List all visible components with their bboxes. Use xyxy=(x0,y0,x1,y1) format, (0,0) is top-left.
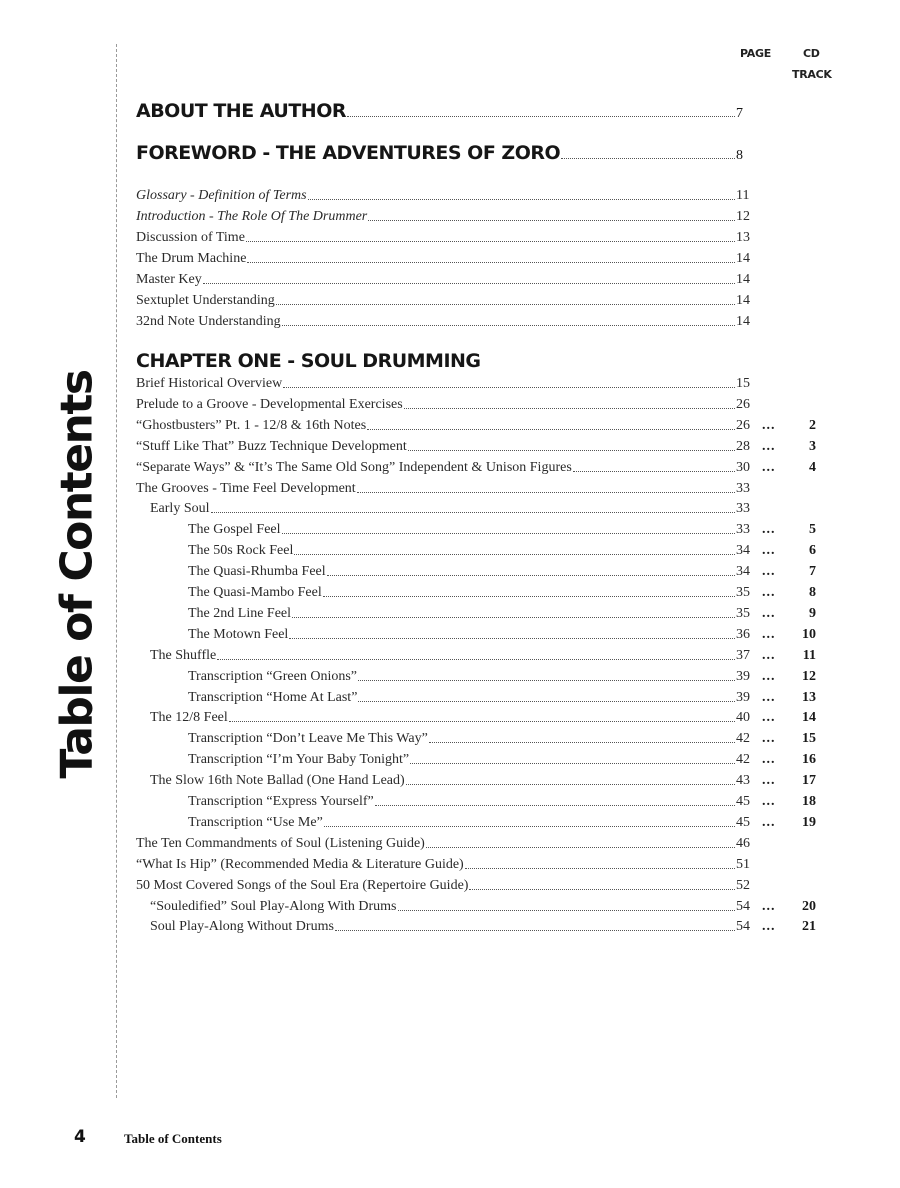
toc-entry[interactable] xyxy=(136,857,754,873)
toc-entry[interactable] xyxy=(188,585,754,601)
cd-track xyxy=(762,899,816,915)
toc-entry-page: 7 xyxy=(736,106,743,121)
track-number: 20 xyxy=(802,898,816,914)
toc-entry-title: Transcription “Green Onions” xyxy=(188,668,358,684)
track-dots: ... xyxy=(762,773,776,789)
dot-leader xyxy=(561,157,735,159)
toc-entry[interactable] xyxy=(150,919,754,935)
dot-leader xyxy=(283,386,735,388)
footer-page-number: 4 xyxy=(74,1127,86,1147)
dot-leader xyxy=(289,637,735,639)
toc-entry-page: 28 xyxy=(736,438,750,454)
toc-entry-title: The Quasi-Mambo Feel xyxy=(188,585,322,600)
toc-entry-title: Transcription “Use Me” xyxy=(188,814,323,830)
toc-entry-page: 45 xyxy=(736,794,750,809)
dot-leader xyxy=(327,574,735,576)
toc-entry[interactable] xyxy=(136,293,754,309)
toc-entry-page: 40 xyxy=(736,710,750,726)
track-number: 2 xyxy=(809,417,816,433)
toc-entry-title: Glossary - Definition of Terms xyxy=(136,188,307,203)
dot-leader xyxy=(282,324,735,326)
track-number: 10 xyxy=(802,626,816,642)
cd-track xyxy=(762,543,816,559)
footer-title: Table of Contents xyxy=(124,1131,222,1146)
toc-entry-page: 14 xyxy=(736,293,750,308)
cd-track xyxy=(762,606,816,622)
dot-leader xyxy=(465,867,735,869)
dot-leader xyxy=(410,762,735,764)
track-number: 19 xyxy=(802,814,816,830)
track-number: 3 xyxy=(809,438,816,454)
toc-entry-page: 11 xyxy=(736,188,750,203)
table-of-contents xyxy=(136,0,836,1188)
toc-entry-title: CHAPTER ONE - SOUL DRUMMING xyxy=(136,350,481,372)
toc-entry[interactable] xyxy=(188,690,754,706)
toc-entry-page: 26 xyxy=(736,417,750,433)
toc-entry[interactable] xyxy=(188,564,754,580)
toc-entry-page: 30 xyxy=(736,459,750,475)
toc-entry-title: The 2nd Line Feel xyxy=(188,605,292,621)
toc-entry-page: 52 xyxy=(736,877,750,893)
toc-entry[interactable] xyxy=(188,731,754,747)
side-title-text: Table of Contents xyxy=(51,369,103,779)
dot-leader xyxy=(573,470,735,472)
track-number: 16 xyxy=(802,752,816,768)
dot-leader xyxy=(358,679,735,681)
toc-entry-page: 54 xyxy=(736,919,750,935)
side-title xyxy=(51,369,103,779)
track-dots: ... xyxy=(762,794,776,809)
dot-leader xyxy=(375,804,735,806)
toc-entry-title: The Motown Feel xyxy=(188,626,289,642)
toc-entry-page: 33 xyxy=(736,522,750,538)
toc-entry[interactable] xyxy=(136,100,754,122)
toc-entry[interactable] xyxy=(136,272,754,288)
track-dots: ... xyxy=(762,814,776,830)
toc-entry[interactable] xyxy=(150,710,754,726)
toc-entry[interactable] xyxy=(136,230,754,246)
toc-entry-title: ABOUT THE AUTHOR xyxy=(136,100,346,122)
toc-entry[interactable] xyxy=(136,376,754,392)
dot-leader xyxy=(308,198,735,200)
dot-leader xyxy=(294,553,735,555)
toc-entry-title: “Ghostbusters” Pt. 1 - 12/8 & 16th Notes xyxy=(136,417,367,433)
dot-leader xyxy=(292,616,735,618)
dot-leader xyxy=(282,532,735,534)
track-dots: ... xyxy=(762,626,776,642)
cd-track xyxy=(762,731,816,747)
toc-entry[interactable] xyxy=(188,752,754,768)
toc-entry-page: 15 xyxy=(736,376,750,391)
toc-entry-page: 13 xyxy=(736,230,750,245)
toc-entry-title: The 12/8 Feel xyxy=(150,710,228,726)
toc-entry-title: Prelude to a Groove - Developmental Exercises xyxy=(136,396,403,412)
toc-entry[interactable] xyxy=(188,669,754,685)
toc-entry-title: Discussion of Time xyxy=(136,230,245,245)
toc-entry-page: 14 xyxy=(736,272,750,287)
dot-leader xyxy=(358,700,735,702)
track-dots: ... xyxy=(762,564,776,580)
cd-track xyxy=(762,418,816,434)
toc-entry[interactable] xyxy=(136,314,754,330)
dot-leader xyxy=(368,219,735,221)
dot-leader xyxy=(347,115,735,117)
dot-leader xyxy=(323,595,735,597)
toc-entry-page: 42 xyxy=(736,752,750,768)
track-dots: ... xyxy=(762,459,776,475)
dot-leader xyxy=(203,282,735,284)
toc-entry-title: Early Soul xyxy=(150,501,210,517)
toc-entry-page: 14 xyxy=(736,251,750,266)
dot-leader xyxy=(429,741,735,743)
toc-entry-title: The Quasi-Rhumba Feel xyxy=(188,564,326,580)
toc-entry-title: Transcription “I’m Your Baby Tonight” xyxy=(188,752,410,768)
toc-entry[interactable] xyxy=(188,606,754,622)
track-dots: ... xyxy=(762,417,776,433)
toc-entry-page: 12 xyxy=(736,209,750,224)
cd-track xyxy=(762,690,816,706)
toc-entry[interactable] xyxy=(150,501,754,517)
cd-track xyxy=(762,585,816,601)
toc-entry-page: 33 xyxy=(736,480,750,496)
track-dots: ... xyxy=(762,731,776,747)
cd-track xyxy=(762,710,816,726)
toc-entry[interactable] xyxy=(188,815,754,831)
toc-entry-title: The Ten Commandments of Soul (Listening Guide) xyxy=(136,835,425,851)
cd-track xyxy=(762,815,816,831)
toc-entry-page: 34 xyxy=(736,543,750,559)
dot-leader xyxy=(335,929,735,931)
toc-entry[interactable] xyxy=(150,899,754,915)
toc-entry-page: 26 xyxy=(736,396,750,412)
toc-entry[interactable] xyxy=(136,251,754,267)
dot-leader xyxy=(408,449,735,451)
cd-track xyxy=(762,648,816,664)
track-column-header: TRACK xyxy=(792,68,832,81)
cd-track xyxy=(762,794,816,810)
track-dots: ... xyxy=(762,710,776,726)
toc-entry-title: “Stuff Like That” Buzz Technique Development xyxy=(136,438,407,454)
toc-entry-title: Transcription “Don’t Leave Me This Way” xyxy=(188,731,428,747)
toc-entry-page: 35 xyxy=(736,605,750,621)
toc-entry-title: 50 Most Covered Songs of the Soul Era (Repertoire Guide) xyxy=(136,877,469,893)
toc-entry[interactable] xyxy=(136,481,754,497)
chapter-heading[interactable] xyxy=(136,350,481,372)
toc-entry[interactable] xyxy=(136,460,754,476)
toc-entry-title: Transcription “Express Yourself” xyxy=(188,794,374,809)
toc-entry[interactable] xyxy=(136,836,754,852)
track-number: 18 xyxy=(802,794,816,809)
cd-track xyxy=(762,460,816,476)
toc-entry-title: Sextuplet Understanding xyxy=(136,293,275,308)
toc-entry-page: 54 xyxy=(736,898,750,914)
dot-leader xyxy=(276,303,735,305)
toc-entry-title: The 50s Rock Feel xyxy=(188,543,294,559)
track-number: 13 xyxy=(802,689,816,705)
toc-entry-title: The Shuffle xyxy=(150,647,217,663)
toc-entry-page: 42 xyxy=(736,731,750,747)
toc-entry-title: Introduction - The Role Of The Drummer xyxy=(136,209,368,224)
toc-entry-page: 8 xyxy=(736,148,743,163)
toc-entry[interactable] xyxy=(188,627,754,643)
toc-entry-page: 35 xyxy=(736,585,750,600)
dot-leader xyxy=(211,511,736,513)
toc-entry[interactable] xyxy=(136,209,754,225)
track-dots: ... xyxy=(762,543,776,559)
dot-leader xyxy=(367,428,735,430)
dot-leader xyxy=(357,491,735,493)
toc-entry-page: 45 xyxy=(736,814,750,830)
toc-entry-title: The Gospel Feel xyxy=(188,522,281,538)
toc-entry-title: Brief Historical Overview xyxy=(136,376,283,391)
dot-leader xyxy=(404,407,735,409)
toc-entry-page: 51 xyxy=(736,856,750,872)
track-number: 8 xyxy=(809,585,816,600)
dot-leader xyxy=(398,909,736,911)
track-dots: ... xyxy=(762,522,776,538)
toc-entry-page: 37 xyxy=(736,647,750,663)
track-number: 11 xyxy=(802,647,816,663)
toc-entry-page: 46 xyxy=(736,835,750,851)
track-number: 5 xyxy=(809,522,816,538)
track-dots: ... xyxy=(762,752,776,768)
dot-leader xyxy=(229,720,735,722)
toc-entry-title: The Drum Machine xyxy=(136,251,247,266)
track-dots: ... xyxy=(762,689,776,705)
track-dots: ... xyxy=(762,438,776,454)
track-number: 21 xyxy=(802,919,816,935)
toc-entry-title: “Separate Ways” & “It’s The Same Old Song” Independent & Unison Figures xyxy=(136,459,572,475)
toc-entry[interactable] xyxy=(150,648,754,664)
track-number: 17 xyxy=(802,773,816,789)
toc-entry[interactable] xyxy=(136,142,754,164)
cd-track xyxy=(762,752,816,768)
track-number: 12 xyxy=(802,668,816,684)
toc-entry-page: 33 xyxy=(736,501,750,517)
track-dots: ... xyxy=(762,898,776,914)
toc-entry-page: 39 xyxy=(736,689,750,705)
margin-divider xyxy=(116,44,117,1098)
dot-leader xyxy=(469,888,735,890)
track-number: 7 xyxy=(809,564,816,580)
toc-entry[interactable] xyxy=(136,439,754,455)
track-dots: ... xyxy=(762,668,776,684)
page-column-header: PAGE xyxy=(740,47,771,60)
toc-entry[interactable] xyxy=(150,773,754,789)
dot-leader xyxy=(426,846,735,848)
toc-entry[interactable] xyxy=(136,397,754,413)
cd-track xyxy=(762,627,816,643)
toc-entry[interactable] xyxy=(188,794,754,810)
toc-entry-title: Master Key xyxy=(136,272,202,287)
dot-leader xyxy=(247,261,735,263)
track-dots: ... xyxy=(762,585,776,600)
dot-leader xyxy=(324,825,735,827)
toc-entry-title: Soul Play-Along Without Drums xyxy=(150,919,334,935)
track-dots: ... xyxy=(762,605,776,621)
dot-leader xyxy=(406,783,735,785)
cd-track xyxy=(762,773,816,789)
track-number: 15 xyxy=(802,731,816,747)
toc-entry[interactable] xyxy=(136,878,754,894)
cd-track xyxy=(762,919,816,935)
track-dots: ... xyxy=(762,647,776,663)
toc-entry-title: “Souledified” Soul Play-Along With Drums xyxy=(150,898,397,914)
track-number: 6 xyxy=(809,543,816,559)
track-dots: ... xyxy=(762,919,776,935)
toc-entry-title: The Slow 16th Note Ballad (One Hand Lead) xyxy=(150,773,405,789)
cd-track xyxy=(762,439,816,455)
cd-track xyxy=(762,564,816,580)
toc-entry-title: Transcription “Home At Last” xyxy=(188,689,358,705)
toc-entry-page: 34 xyxy=(736,564,750,580)
toc-entry-title: The Grooves - Time Feel Development xyxy=(136,480,356,496)
toc-entry-page: 14 xyxy=(736,314,750,329)
toc-entry-title: 32nd Note Understanding xyxy=(136,314,281,329)
toc-entry[interactable] xyxy=(136,188,754,204)
track-number: 4 xyxy=(809,459,816,475)
toc-entry-title: FOREWORD - THE ADVENTURES OF ZORO xyxy=(136,142,561,164)
cd-track xyxy=(762,669,816,685)
cd-track xyxy=(762,522,816,538)
toc-entry[interactable] xyxy=(188,522,754,538)
toc-entry[interactable] xyxy=(136,418,754,434)
toc-entry-page: 43 xyxy=(736,773,750,789)
cd-column-header: CD xyxy=(803,47,820,60)
toc-entry[interactable] xyxy=(188,543,754,559)
toc-entry-page: 36 xyxy=(736,626,750,642)
track-number: 14 xyxy=(802,710,816,726)
dot-leader xyxy=(246,240,735,242)
track-number: 9 xyxy=(809,605,816,621)
toc-entry-page: 39 xyxy=(736,668,750,684)
dot-leader xyxy=(217,658,735,660)
toc-entry-title: “What Is Hip” (Recommended Media & Literature Guide) xyxy=(136,856,464,872)
